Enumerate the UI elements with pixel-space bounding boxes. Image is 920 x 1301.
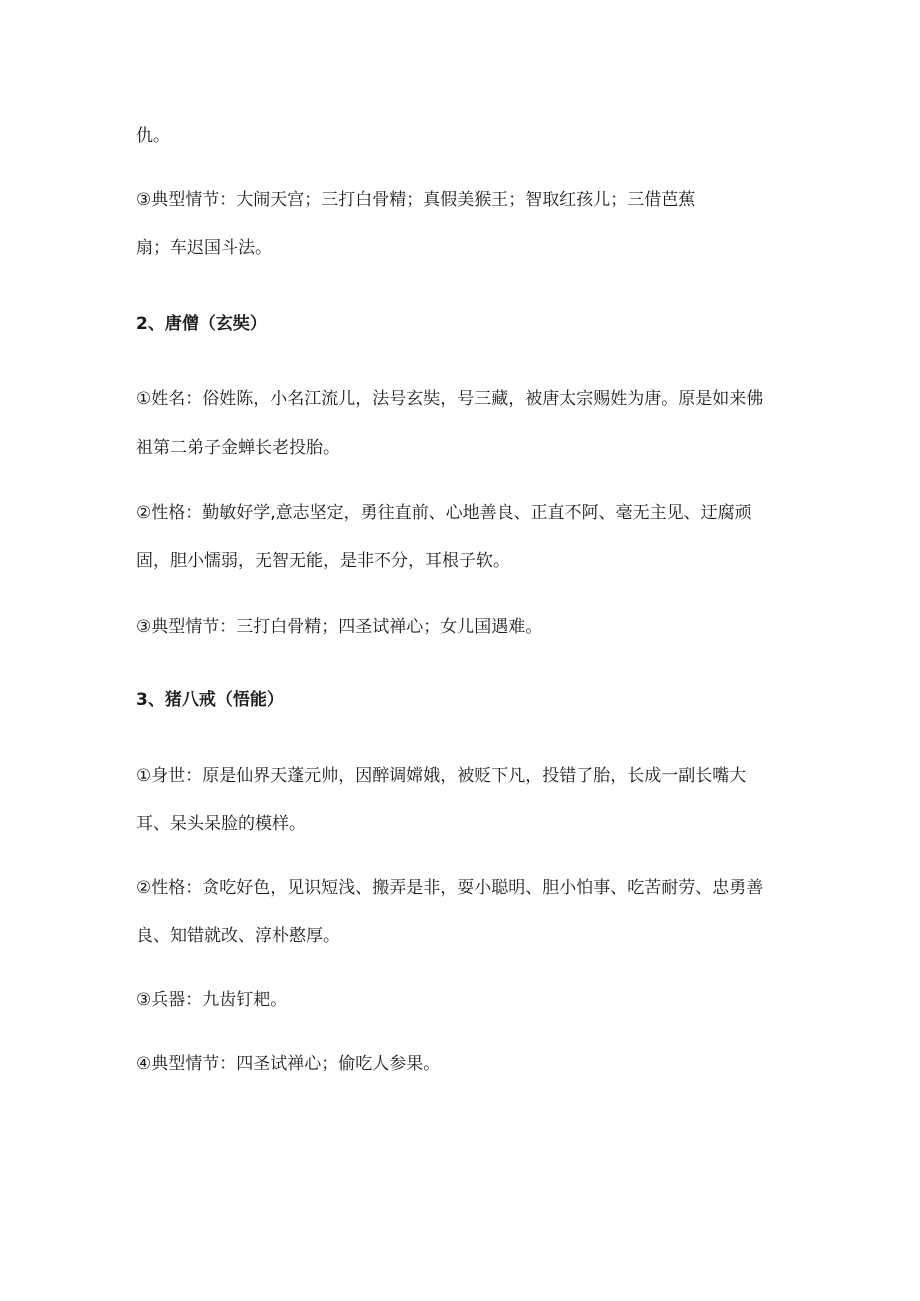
paragraph-line: ②性格：贪吃好色，见识短浅、搬弄是非，耍小聪明、胆小怕事、吃苦耐劳、忠勇善 [136, 878, 764, 898]
paragraph-line: 良、知错就改、淳朴憨厚。 [136, 926, 340, 946]
section-heading: 2、唐僧（玄奘） [136, 314, 267, 334]
paragraph-line: 祖第二弟子金蝉长老投胎。 [136, 438, 340, 458]
paragraph-line: ③典型情节：三打白骨精；四圣试禅心；女儿国遇难。 [136, 617, 543, 637]
paragraph-line: 扇；车迟国斗法。 [136, 238, 272, 258]
paragraph-line: ④典型情节：四圣试禅心；偷吃人参果。 [136, 1054, 441, 1074]
paragraph-line: 固，胆小懦弱，无智无能，是非不分，耳根子软。 [136, 551, 510, 571]
paragraph-line: 仇。 [136, 126, 170, 146]
paragraph-line: ①身世：原是仙界天蓬元帅，因醉调嫦娥，被贬下凡，投错了胎，长成一副长嘴大 [136, 766, 747, 786]
paragraph-line: ①姓名：俗姓陈，小名江流儿，法号玄奘，号三藏，被唐太宗赐姓为唐。原是如来佛 [136, 389, 764, 409]
paragraph-line: ②性格：勤敏好学,意志坚定，勇往直前、心地善良、正直不阿、毫无主见、迂腐顽 [136, 503, 752, 523]
paragraph-line: ③典型情节：大闹天宫；三打白骨精；真假美猴王；智取红孩儿；三借芭蕉 [136, 190, 696, 210]
paragraph-line: ③兵器：九齿钉耙。 [136, 990, 288, 1010]
section-heading: 3、猪八戒（悟能） [136, 690, 284, 710]
paragraph-line: 耳、呆头呆脸的模样。 [136, 814, 306, 834]
